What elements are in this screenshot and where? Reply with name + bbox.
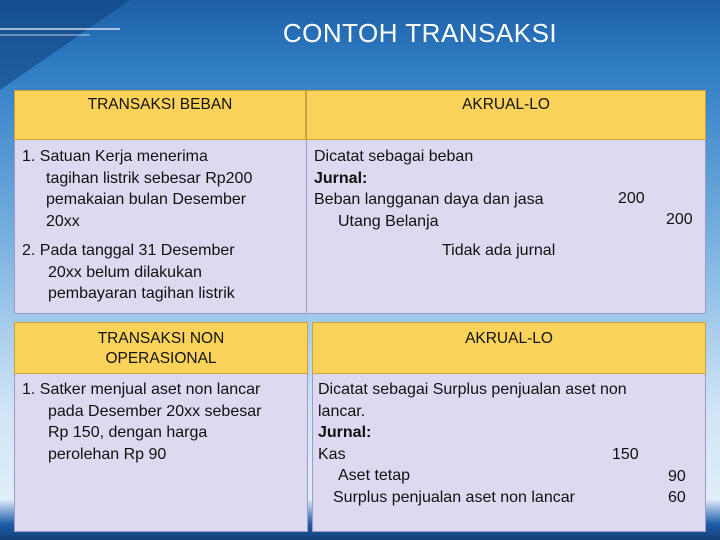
debit-account: Beban langganan daya dan jasa (314, 191, 544, 208)
entry-debit: 150 (612, 446, 639, 463)
text-line: pembayaran tagihan listrik (48, 285, 235, 302)
section2-left-header (14, 322, 308, 374)
text-line: 20xx belum dilakukan (48, 263, 202, 281)
text-line: perolehan Rp 90 (48, 445, 167, 463)
section1-row2-left (22, 240, 235, 305)
entry-account: Aset tetap (338, 467, 411, 484)
section2-left-header-line: TRANSAKSI NON (97, 330, 225, 347)
jurnal-label: Jurnal: (314, 169, 368, 187)
text-line: 2. Pada tanggal 31 Desember (22, 242, 235, 259)
section2-right-header-text: AKRUAL-LO (465, 330, 553, 347)
background-wedge (0, 0, 130, 90)
section2-left-header-line: OPERASIONAL (105, 350, 217, 367)
section1-row2-right: Tidak ada jurnal (442, 242, 556, 259)
credit-account: Utang Belanja (338, 212, 439, 230)
debit-amount: 200 (618, 190, 645, 207)
background-line (0, 34, 90, 36)
credit-amount: 200 (666, 211, 693, 228)
section1-left-header (14, 90, 306, 140)
entry-credit: 60 (668, 489, 686, 506)
text-line: Dicatat sebagai beban (314, 148, 474, 165)
text-line: 20xx (46, 212, 80, 230)
entry-credit: 90 (668, 468, 686, 485)
section2-right-text (318, 379, 627, 508)
section2-right-header (312, 322, 706, 374)
text-line: pada Desember 20xx sebesar (48, 402, 262, 420)
section1-left-header-text: TRANSAKSI BEBAN (87, 96, 233, 113)
jurnal-label: Jurnal: (318, 424, 372, 441)
slide-title: CONTOH TRANSAKSI (282, 18, 558, 48)
text-line: pemakaian bulan Desember (46, 191, 247, 208)
section1-row1-right (314, 146, 544, 232)
section1-right-header-text: AKRUAL-LO (462, 96, 550, 113)
text-line: tagihan listrik sebesar Rp200 (46, 169, 253, 187)
section1-right-header (306, 90, 706, 140)
text-line: 1. Satker menjual aset non lancar (22, 381, 261, 398)
section2-left-text (22, 379, 261, 465)
section1-row1-left (22, 146, 252, 232)
entry-account: Kas (318, 445, 346, 463)
text-line: Rp 150, dengan harga (48, 424, 208, 441)
text-line: lancar. (318, 402, 366, 420)
text-line: 1. Satuan Kerja menerima (22, 148, 208, 165)
background-line (0, 28, 120, 30)
entry-account: Surplus penjualan aset non lancar (333, 488, 575, 506)
text-line: Dicatat sebagai Surplus penjualan aset non (318, 381, 627, 398)
